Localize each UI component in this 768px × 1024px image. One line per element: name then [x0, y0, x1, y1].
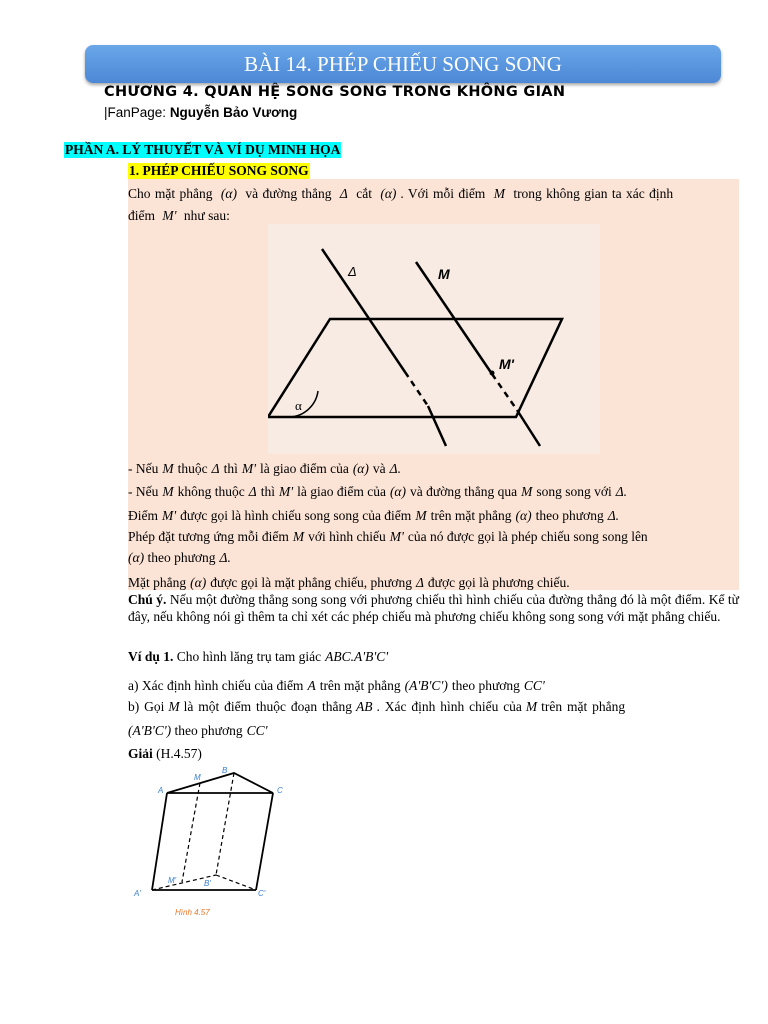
text: theo phương [451, 678, 520, 693]
label-A-prime: A' [134, 889, 141, 898]
line-through-m-below [517, 410, 540, 446]
edge-aa [152, 793, 167, 890]
label-alpha: α [295, 398, 302, 413]
math: (α) [220, 186, 237, 201]
text: điểm [128, 208, 155, 223]
plane-parallelogram [268, 319, 562, 417]
label-A: A [158, 786, 164, 795]
math: M' [162, 208, 177, 223]
rule-5 [128, 549, 739, 566]
edge-bc-prime-hidden [216, 875, 256, 890]
note-paragraph [128, 591, 739, 625]
math: Δ [211, 461, 220, 476]
math: CC' [523, 678, 545, 693]
note-text: Nếu một đường thẳng song song với phương chiếu thì hình chiếu của đường thẳng đó là một điểm. Kể từ đây, nếu không nói gì thêm ta chỉ xét các phép chiếu mà phương chiếu không song song với mặt phẳng chiếu. [128, 592, 739, 624]
label-delta: Δ [348, 264, 357, 279]
text: b) Gọi [128, 699, 165, 714]
text: và [372, 461, 386, 476]
label-m-prime: M' [499, 356, 514, 372]
math: M' [241, 461, 256, 476]
text: Điểm [128, 508, 158, 523]
math: M [525, 699, 538, 714]
text: trên mặt phẳng [319, 678, 401, 693]
text: thì [260, 484, 275, 499]
intro-line-2 [128, 207, 739, 224]
math: CC' [246, 723, 268, 738]
math: M [292, 529, 305, 544]
text: . Xác định hình chiếu của [376, 699, 522, 714]
text: cắt [356, 186, 372, 201]
rule-3 [128, 507, 739, 524]
math: Δ. [389, 461, 401, 476]
edge-bb-hidden [216, 773, 234, 875]
label-B: B [222, 766, 228, 775]
math: M [162, 461, 174, 476]
prism-figure [130, 765, 300, 925]
solution-line [128, 745, 739, 762]
math: M [493, 186, 505, 201]
text: như sau: [183, 208, 230, 223]
math: (A'B'C') [128, 723, 172, 738]
math: Δ. [607, 508, 620, 523]
text: - Nếu [128, 461, 159, 476]
text: là một điểm thuộc đoạn thẳng [183, 699, 352, 714]
line-through-m-hidden [492, 374, 517, 410]
edge-cc [256, 793, 273, 890]
rule-1 [128, 460, 739, 477]
line-delta-hidden [405, 372, 428, 406]
label-C-prime: C' [258, 889, 266, 898]
top-triangle [167, 773, 273, 793]
math: Δ. [219, 550, 231, 565]
label-B-prime: B' [204, 879, 211, 888]
rule-2 [128, 483, 739, 500]
projection-figure [268, 224, 600, 454]
text: trên mặt phẳng [541, 699, 626, 714]
math: (α) [389, 484, 407, 499]
math: M [521, 484, 533, 499]
example-1-line [128, 648, 739, 665]
math: (α) [352, 461, 369, 476]
segment-mm-hidden [182, 783, 200, 882]
math: Δ. [615, 484, 628, 499]
math: M' [162, 508, 177, 523]
label-C: C [277, 786, 283, 795]
section-1-heading: 1. PHÉP CHIẾU SONG SONG [129, 163, 309, 178]
text: theo phương [147, 550, 216, 565]
text: song song với [536, 484, 612, 499]
text: . Với mỗi điểm [400, 186, 486, 201]
text: là giao điểm của [297, 484, 386, 499]
line-delta [322, 249, 405, 372]
math: ABC.A'B'C' [325, 649, 389, 664]
text: Cho mặt phẳng [128, 186, 213, 201]
text: theo phương [174, 723, 243, 738]
math: (α) [190, 575, 207, 590]
text: Mặt phẳng [128, 575, 187, 590]
math: (α) [380, 186, 397, 201]
figure-caption: Hình 4.57 [175, 908, 210, 917]
text: không thuộc [177, 484, 245, 499]
math: M' [278, 484, 294, 499]
text: trong không gian ta xác định [513, 186, 674, 201]
projection-diagram [268, 224, 600, 454]
math: M [168, 699, 180, 714]
math: (α) [515, 508, 532, 523]
example-part-b-2 [128, 722, 739, 739]
chapter-title: CHƯƠNG 4. QUAN HỆ SONG SONG TRONG KHÔNG GIAN [104, 84, 566, 100]
text: thì [223, 461, 238, 476]
text: được gọi là mặt phẳng chiếu, phương [210, 575, 412, 590]
text: Cho hình lăng trụ tam giác [173, 649, 322, 664]
example-label: Ví dụ 1. [128, 649, 174, 664]
fanpage-name: Nguyễn Bảo Vương [169, 105, 298, 120]
math: AB [355, 699, 373, 714]
part-a-heading: PHẦN A. LÝ THUYẾT VÀ VÍ DỤ MINH HỌA [65, 142, 341, 157]
intro-line-1 [128, 185, 739, 202]
text: thuộc [177, 461, 208, 476]
line-delta-below [428, 406, 446, 446]
text: - Nếu [128, 484, 159, 499]
text: được gọi là phương chiếu. [427, 575, 570, 590]
label-M-prime: M' [168, 876, 177, 885]
text: và đường thẳng qua [410, 484, 518, 499]
fanpage-label: |FanPage: [104, 105, 170, 120]
text: được gọi là hình chiếu song song của điểm [180, 508, 412, 523]
math: Δ [339, 186, 348, 201]
math: Δ [415, 575, 424, 590]
rule-6 [128, 574, 739, 591]
example-part-b-1 [128, 698, 739, 715]
math: Δ [248, 484, 257, 499]
math: M [415, 508, 427, 523]
math: (α) [128, 550, 145, 565]
label-M: M [194, 773, 201, 782]
text: theo phương [535, 508, 604, 523]
lesson-title-banner: BÀI 14. PHÉP CHIẾU SONG SONG [85, 45, 721, 83]
example-part-a [128, 677, 739, 694]
math: M [162, 484, 174, 499]
text: Phép đặt tương ứng mỗi điểm [128, 529, 289, 544]
note-label: Chú ý. [128, 592, 167, 607]
fanpage-line [104, 105, 297, 120]
text: của nó được gọi là phép chiếu song song lên [407, 529, 648, 544]
solution-ref: (H.4.57) [152, 746, 202, 761]
rule-4 [128, 528, 739, 545]
label-m: M [438, 266, 450, 282]
math: A [307, 678, 316, 693]
text: trên mặt phẳng [430, 508, 512, 523]
solution-label: Giải [128, 746, 153, 761]
text: và đường thẳng [245, 186, 332, 201]
math: (A'B'C') [404, 678, 448, 693]
text: là giao điểm của [259, 461, 349, 476]
text: với hình chiếu [308, 529, 386, 544]
point-m-prime [490, 371, 495, 376]
math: M' [389, 529, 404, 544]
text: a) Xác định hình chiếu của điểm [128, 678, 304, 693]
